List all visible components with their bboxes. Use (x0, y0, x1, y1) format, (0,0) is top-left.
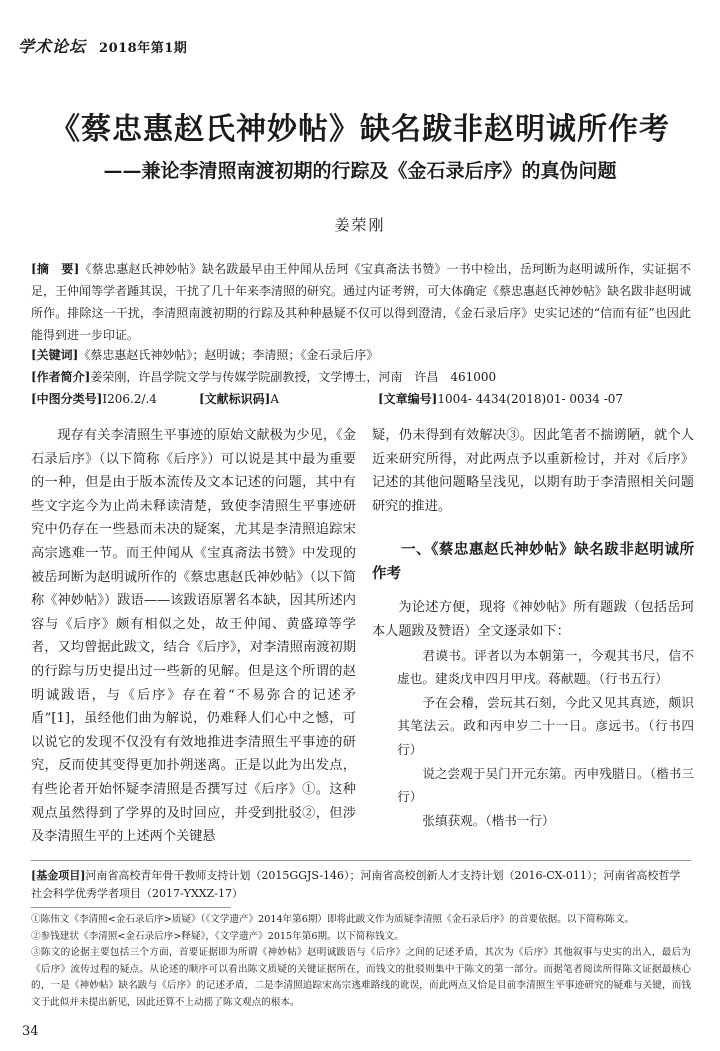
journal-logo: 学术论坛 (18, 37, 87, 56)
article-subtitle: ——兼论李清照南渡初期的行踪及《金石录后序》的真伪问题 (103, 160, 617, 182)
article-author: 姜荣刚 (334, 216, 386, 234)
abstract (31, 258, 691, 346)
classification-ids (31, 390, 691, 410)
footnote-3: ③陈文的论据主要包括三个方面，首要证据即为所谓《神妙帖》赵明诚跋语与《后序》之间的记述矛盾，其次为《后序》其他叙事与史实的出入，最后为《后序》流传过程的疑点。从论述的顺序可以看出陈文质疑的关键证据所在，而钱文的批驳则集中于陈文的第一部分。而据笔者阅读所得陈文证据最核心的，一是《神妙帖》缺名跋与《后序》的记述矛盾，二是李清照追踪宋高宗逃难路线的讹误，而此两点又恰是目前李清照生平事迹研究的疑难与关键，而钱文于此似并未提出新见，因此还算不上动摇了陈文观点的根本。 (31, 947, 691, 1008)
abstract-label: [摘 要] (31, 262, 80, 276)
keywords (31, 346, 691, 363)
author-bio-text: 姜荣刚，许昌学院文学与传媒学院副教授，文学博士，河南 许昌 461000 (90, 370, 497, 384)
quote-item: 君谟书。评者以为本朝第一，今观其书尺，信不虚也。建炎戊申四月甲戌。蒋献题。（行书五行） (397, 647, 694, 687)
footnote-2: ②参钱建状《李清照<金石录后序>释疑》，《文学遗产》2015年第6期。以下简称钱文。 (31, 930, 404, 942)
article-id (378, 390, 623, 407)
footnote-1: ①陈伟文《李清照<金石录后序>质疑》（《文学遗产》2014年第6期）即将此跋文作为质疑李清照《金石录后序》的首要依据。以下简称陈文。 (31, 914, 635, 925)
fund-label: [基金项目] (31, 869, 86, 882)
doc-value: A (270, 392, 280, 406)
clc-value: I206.2/.4 (102, 392, 157, 406)
section-heading: 一、《蔡忠惠赵氏神妙帖》缺名跋非赵明诚所作考 (372, 542, 694, 583)
body-right-column (372, 424, 694, 832)
footnotes (31, 912, 691, 1011)
journal-issue: 2018年第1期 (99, 41, 188, 56)
article-title: 《蔡忠惠赵氏神妙帖》缺名跋非赵明诚所作考 (50, 112, 670, 147)
body-continuation: 疑，仍未得到有效解决③。因此笔者不揣谫陋，就个人近来研究所得，对此两点予以重新检讨，并对《后序》记述的其他问题略呈浅见，以期有助于李清照相关问题研究的推进。 (372, 428, 694, 514)
quote-item: 说之尝观于吴门开元东第。丙申残腊日。（楷书三行） (397, 765, 694, 805)
body-left-column: 现存有关李清照生平事迹的原始文献极为少见，《金石录后序》（以下简称《后序》）可以说是其中最为重要的一种，但是由于版本流传及文本记述的问题，其中有些文字迄今为止尚未释读清楚，致使李清照生平事迹研究中仍存在一些悬而未决的疑案，尤其是李清照追踪宋高宗逃难一节。而王仲闻从《宝真斋法书赞》中发现的被岳珂断为赵明诚所作的《蔡忠惠赵氏神妙帖》（以下简称《神妙帖》）跋语——该跋语原署名本缺，因其所述内容与《后序》颇有相似之处，故王仲闻、黄盛璋等学者，又均曾据此跋文，结合《后序》，对李清照南渡初期的行踪与历史提出过一些新的见解。但是这个所谓的赵明诚跋语，与《后序》存在着“不易弥合的记述矛盾”[1]，虽经他们曲为解说，仍难释人们心中之憾，可以说它的发现不仅没有有效地推进李清照生平事迹的研究，反而使其变得更加扑朔迷离。正是以此为出发点，有些论者开始怀疑李清照是否撰写过《后序》①。这种观点虽然得到了学界的及时回应，并受到批驳②，但涉及李清照生平的上述两个关键悬 (31, 428, 356, 845)
journal-header (18, 34, 187, 57)
author-bio (31, 368, 691, 385)
fund-text: 河南省高校青年骨干教师支持计划（2015GGJS-146）；河南省高校创新人才支持计划（2016-CX-011）；河南省高校哲学社会科学优秀学者项目（2017-YXXZ-17） (31, 869, 681, 900)
doc-id (199, 390, 279, 407)
clc-id (31, 390, 157, 407)
quote-item: 予在会稽，尝玩其石刻，今此又见其真迹，颇识其笔法云。政和丙申岁二十一日。彦远书。（行书四行） (397, 694, 694, 757)
quote-item: 张缜获观。（楷书一行） (422, 812, 555, 828)
keywords-text: 《蔡忠惠赵氏神妙帖》；赵明诚；李清照；《金石录后序》 (78, 348, 379, 362)
footnote-divider (31, 907, 231, 908)
fund-info (31, 860, 691, 903)
abstract-text: 《蔡忠惠赵氏神妙帖》缺名跋最早由王仲闻从岳珂《宝真斋法书赞》一书中检出，岳珂断为赵明诚所作，实证据不足，王仲闻等学者踵其误，干扰了几十年来李清照的研究。通过内证考辨，可大体确定《蔡忠惠赵氏神妙帖》缺名跋非赵明诚所作。排除这一干扰，李清照南渡初期的行踪及其种种悬疑不仅可以得到澄清，《金石录后序》史实记述的“信而有征”也因此能得到进一步印证。 (31, 262, 692, 342)
clc-label: [中图分类号] (31, 392, 103, 406)
doc-label: [文献标识码] (199, 392, 271, 406)
section-intro: 为论述方便，现将《神妙帖》所有题跋（包括岳珂本人题跋及赞语）全文逐录如下： (372, 600, 694, 639)
author-bio-label: [作者简介] (31, 370, 91, 384)
article-id-label: [文章编号] (378, 392, 438, 406)
page-number: 34 (22, 1024, 39, 1039)
keywords-label: [关键词] (31, 348, 79, 362)
article-id-value: 1004- 4434(2018)01- 0034 -07 (437, 392, 624, 406)
